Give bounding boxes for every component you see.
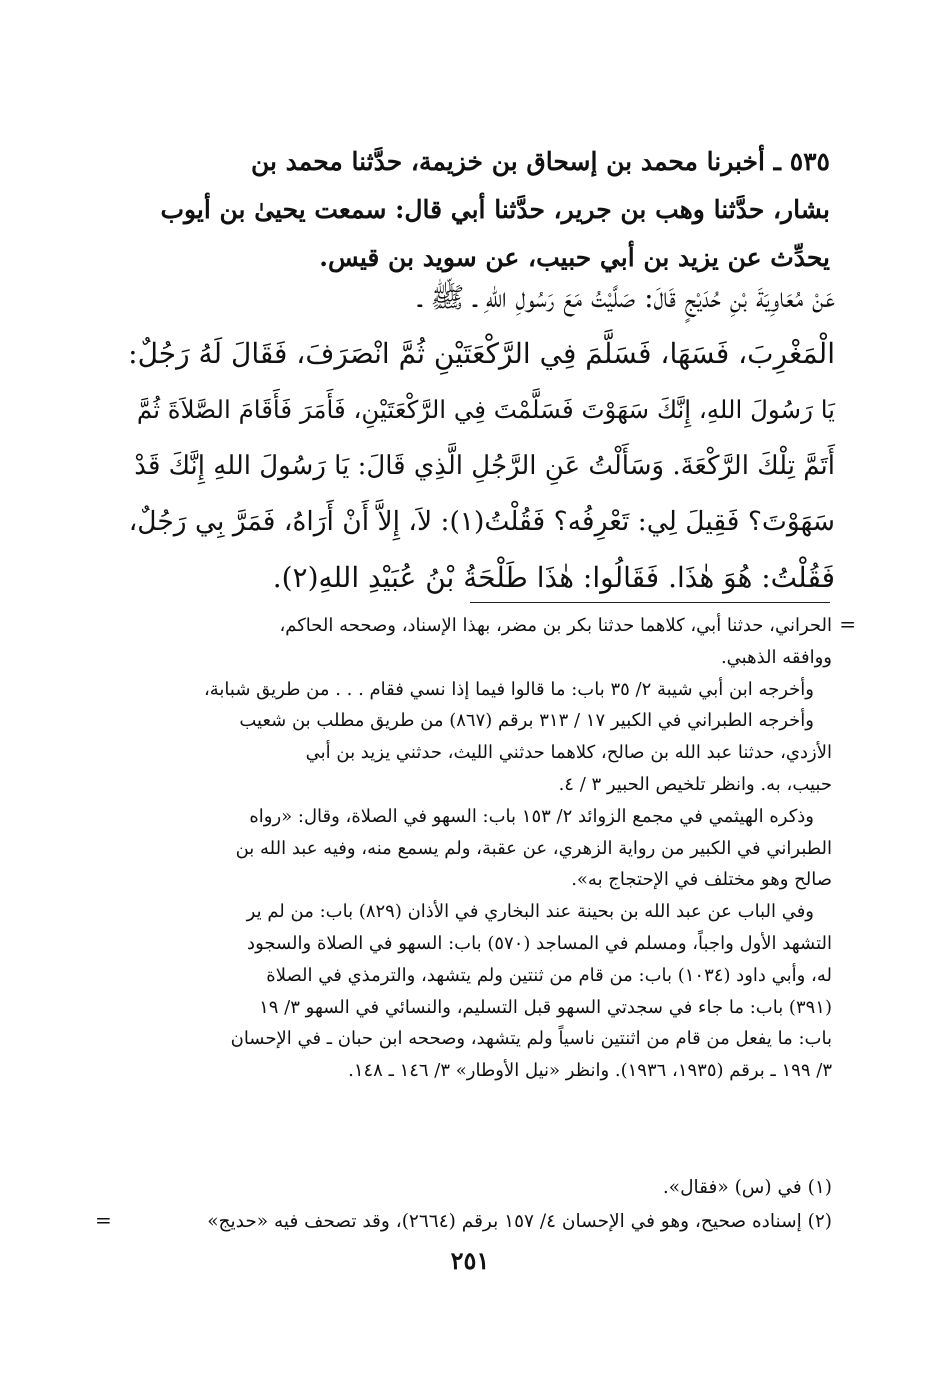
note-line: ٣/ ١٩٩ ـ برقم (١٩٣٥، ١٩٣٦). وانظر «نيل الأوطار» ٣/ ١٤٦ ـ ١٤٨.: [348, 1060, 832, 1082]
isnad-line: يحدِّث عن يزيد بن أبي حبيب، عن سويد بن قيس.: [319, 243, 830, 272]
note-line: له، وأبي داود (١٠٣٤) باب: من قام من ثنتين ولم يتشهد، والترمذي في الصلاة: [266, 964, 832, 986]
note-line: وذكره الهيثمي في مجمع الزوائد ٢/ ١٥٣ باب: السهو في الصلاة، وقال: «رواه: [249, 805, 814, 827]
note-line: وأخرجه الطبراني في الكبير ١٧ / ٣١٣ برقم (٨٦٧) من طريق مطلب بن شعيب: [239, 710, 814, 732]
matn-line: سَهَوْتَ؟ فَقِيلَ لِي: تَعْرِفُه؟ فَقُلْتُ(١): لاَ، إِلاَّ أَنْ أَرَاهُ، فَمَرَّ بِي رَجُلٌ،: [128, 506, 835, 537]
page-number: ٢٥١: [450, 1246, 490, 1275]
continuation-marker: =: [839, 612, 856, 636]
note-line: وأخرجه ابن أبي شيبة ٢/ ٣٥ باب: ما قالوا فيما إذا نسي فقام . . . من طريق شبابة،: [203, 678, 814, 700]
matn-line: فَقُلْتُ: هُوَ هٰذَا. فَقَالُوا: هٰذَا طَلْحَةُ بْنُ عُبَيْدِ اللهِ(٢).: [272, 561, 835, 594]
note-line: صالح وهو مختلف في الإحتجاج به».: [571, 869, 832, 891]
note-line: باب: ما يفعل من قام من اثنتين ناسياً ولم يتشهد، وصححه ابن حبان ـ في الإحسان: [230, 1028, 832, 1050]
footnote-1: (١) في (س) «فقال».: [662, 1177, 832, 1198]
footnote-continuation-marker: =: [95, 1208, 112, 1232]
note-line: (٣٩١) باب: ما جاء في سجدتي السهو قبل التسليم، والنسائي في السهو ٣/ ١٩: [259, 996, 832, 1018]
matn-line: أَتَمَّ تِلْكَ الرَّكْعَةَ. وَسَأَلْتُ عَنِ الرَّجُلِ الَّذِي قَالَ: يَا رَسُولَ اللهِ إِنَّكَ قَدْ: [134, 451, 835, 481]
isnad-block: [130, 138, 830, 282]
note-line: التشهد الأول واجباً، ومسلم في المساجد (٥٧٠) باب: السهو في الصلاة والسجود: [247, 932, 832, 954]
note-line: وفي الباب عن عبد الله بن بحينة عند البخاري في الأذان (٨٢٩) باب: من لم ير: [246, 901, 814, 923]
matn-line: الْمَغْرِبَ، فَسَهَا، فَسَلَّمَ فِي الرَّكْعَتَيْنِ ثُمَّ انْصَرَفَ، فَقَالَ لَهُ رَجُلٌ:: [128, 337, 835, 370]
isnad-line: بشار، حدَّثنا وهب بن جرير، حدَّثنا أبي قال: سمعت يحيىٰ بن أيوب: [160, 195, 830, 224]
footnote-2: (٢) إسناده صحيح، وهو في الإحسان ٤/ ١٥٧ برقم (٢٦٦٤)، وقد تصحف فيه «حديج»: [207, 1211, 832, 1232]
matn-line: يَا رَسُولَ اللهِ، إِنَّكَ سَهَوْتَ فَسَلَّمْتَ فِي الرَّكْعَتَيْنِ، فَأَمَرَ فَأَقَامَ الصَّلاَةَ ثُمَّ: [136, 395, 835, 424]
note-line: ووافقه الذهبي.: [720, 646, 832, 668]
matn-line: عَنْ مُعَاوِيَةَ بْنِ حُدَيْجٍ قَالَ: صَلَّيْتُ مَعَ رَسُولِ اللهِ ـ ﷺ ـ: [418, 281, 835, 314]
hadith-text: [128, 270, 835, 606]
commentary-notes: [118, 610, 832, 1087]
isnad-line: ٥٣٥ ـ أخبرنا محمد بن إسحاق بن خزيمة، حدَّثنا محمد بن: [250, 147, 830, 176]
note-line: الطبراني في الكبير من رواية الزهري، عن عقبة، ولم يسمع منه، وفيه عبد الله بن: [235, 837, 832, 859]
note-line: الحراني، حدثنا أبي، كلاهما حدثنا بكر بن مضر، بهذا الإسناد، وصححه الحاكم،: [279, 615, 832, 636]
note-line: حبيب، به. وانظر تلخيص الحبير ٣ / ٤.: [558, 773, 832, 795]
notes-divider: [470, 602, 830, 603]
note-line: الأزدي، حدثنا عبد الله بن صالح، كلاهما حدثني الليث، حدثني يزيد بن أبي: [305, 742, 832, 764]
